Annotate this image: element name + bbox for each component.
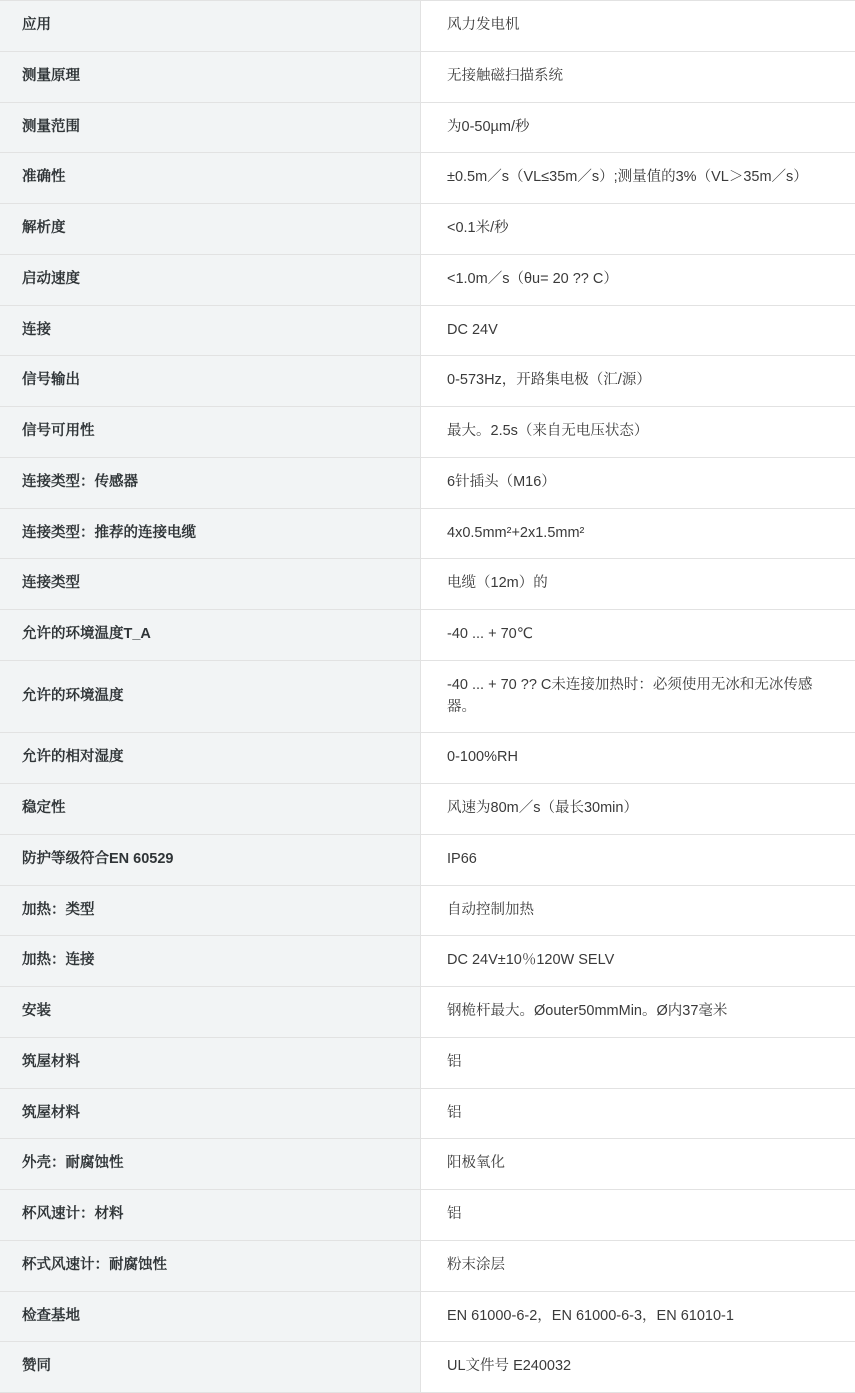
spec-label-cell: 稳定性 [0, 784, 421, 835]
spec-value-cell: 0-573Hz，开路集电极（汇/源） [421, 356, 855, 407]
spec-value-cell: 无接触磁扫描系统 [421, 51, 855, 102]
spec-label-cell: 测量原理 [0, 51, 421, 102]
spec-value-cell: 钢桅杆最大。Øouter50mmMin。Ø内37毫米 [421, 987, 855, 1038]
table-row [0, 559, 855, 610]
spec-label-cell: 连接 [0, 305, 421, 356]
table-row [0, 733, 855, 784]
spec-label-cell: 防护等级符合EN 60529 [0, 834, 421, 885]
spec-value-cell: 为0-50µm/秒 [421, 102, 855, 153]
spec-value-cell: -40 ... + 70℃ [421, 610, 855, 661]
table-row [0, 936, 855, 987]
spec-label-cell: 赞同 [0, 1342, 421, 1393]
table-row [0, 356, 855, 407]
spec-label-cell: 筑屋材料 [0, 1088, 421, 1139]
table-row [0, 987, 855, 1038]
table-row [0, 1139, 855, 1190]
table-row [0, 254, 855, 305]
spec-value-cell: EN 61000-6-2，EN 61000-6-3，EN 61010-1 [421, 1291, 855, 1342]
spec-value-cell: -40 ... + 70 ?? C未连接加热时：必须使用无冰和无冰传感器。 [421, 660, 855, 733]
table-row [0, 1190, 855, 1241]
spec-value-cell: 铝 [421, 1088, 855, 1139]
spec-label-cell: 杯风速计：材料 [0, 1190, 421, 1241]
table-row [0, 51, 855, 102]
table-row [0, 407, 855, 458]
spec-label-cell: 加热：连接 [0, 936, 421, 987]
table-row [0, 305, 855, 356]
spec-value-cell: DC 24V [421, 305, 855, 356]
spec-value-cell: 风速为80m／s（最长30min） [421, 784, 855, 835]
spec-label-cell: 应用 [0, 1, 421, 52]
spec-label-cell: 杯式风速计：耐腐蚀性 [0, 1240, 421, 1291]
spec-value-cell: 铝 [421, 1190, 855, 1241]
spec-label-cell: 检查基地 [0, 1291, 421, 1342]
spec-value-cell: 6针插头（M16） [421, 457, 855, 508]
table-row [0, 1240, 855, 1291]
spec-label-cell: 安装 [0, 987, 421, 1038]
table-row [0, 508, 855, 559]
table-row [0, 1, 855, 52]
table-row [0, 610, 855, 661]
spec-value-cell: IP66 [421, 834, 855, 885]
spec-value-cell: 风力发电机 [421, 1, 855, 52]
table-row [0, 1342, 855, 1393]
spec-value-cell: 0-100%RH [421, 733, 855, 784]
spec-value-cell: ±0.5m／s（VL≤35m／s）;测量值的3%（VL＞35m／s） [421, 153, 855, 204]
spec-label-cell: 允许的环境温度 [0, 660, 421, 733]
table-row [0, 784, 855, 835]
spec-value-cell: 自动控制加热 [421, 885, 855, 936]
table-row [0, 153, 855, 204]
spec-label-cell: 测量范围 [0, 102, 421, 153]
spec-value-cell: <0.1米/秒 [421, 204, 855, 255]
spec-label-cell: 准确性 [0, 153, 421, 204]
table-row [0, 660, 855, 733]
spec-label-cell: 加热：类型 [0, 885, 421, 936]
spec-label-cell: 允许的相对湿度 [0, 733, 421, 784]
spec-value-cell: 最大。2.5s（来自无电压状态） [421, 407, 855, 458]
spec-value-cell: 粉末涂层 [421, 1240, 855, 1291]
spec-label-cell: 解析度 [0, 204, 421, 255]
spec-value-cell: 4x0.5mm²+2x1.5mm² [421, 508, 855, 559]
table-row [0, 102, 855, 153]
spec-value-cell: DC 24V±10％120W SELV [421, 936, 855, 987]
table-row [0, 1291, 855, 1342]
spec-value-cell: 铝 [421, 1037, 855, 1088]
spec-label-cell: 启动速度 [0, 254, 421, 305]
spec-value-cell: UL文件号 E240032 [421, 1342, 855, 1393]
spec-table-body [0, 1, 855, 1393]
spec-label-cell: 信号可用性 [0, 407, 421, 458]
spec-label-cell: 连接类型：传感器 [0, 457, 421, 508]
table-row [0, 457, 855, 508]
spec-label-cell: 信号输出 [0, 356, 421, 407]
spec-label-cell: 外壳：耐腐蚀性 [0, 1139, 421, 1190]
table-row [0, 204, 855, 255]
table-row [0, 885, 855, 936]
table-row [0, 834, 855, 885]
spec-value-cell: <1.0m／s（θu= 20 ?? C） [421, 254, 855, 305]
table-row [0, 1088, 855, 1139]
spec-label-cell: 筑屋材料 [0, 1037, 421, 1088]
spec-value-cell: 阳极氧化 [421, 1139, 855, 1190]
spec-label-cell: 允许的环境温度T_A [0, 610, 421, 661]
spec-label-cell: 连接类型 [0, 559, 421, 610]
table-row [0, 1037, 855, 1088]
spec-label-cell: 连接类型：推荐的连接电缆 [0, 508, 421, 559]
spec-value-cell: 电缆（12m）的 [421, 559, 855, 610]
